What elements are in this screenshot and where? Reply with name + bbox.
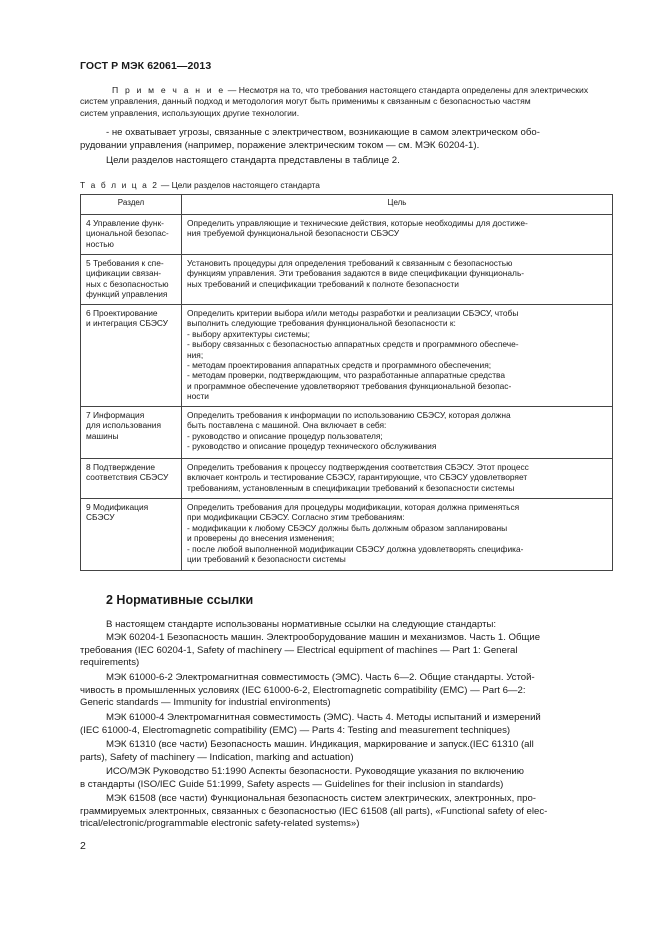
section-cell: 6 Проектирование и интеграция СБЭСУ	[81, 305, 182, 407]
table-caption	[80, 180, 320, 190]
sections-goals-table	[80, 194, 613, 571]
table-row	[81, 255, 613, 305]
scope-line-2: рудовании управления (например, поражение электрическим током — см. МЭК 60204-1).	[80, 139, 480, 151]
page-number: 2	[80, 840, 86, 852]
document-code-header: ГОСТ Р МЭК 62061—2013	[80, 60, 212, 72]
scope-line-1: - не охватывает угрозы, связанные с электричеством, возникающие в самом электрическом обо-	[106, 127, 540, 138]
table-caption-label: Т а б л и ц а 2	[80, 180, 159, 190]
goal-cell: Установить процедуры для определения требований к связанным с безопасностью функциям управления. Эти требования задаются в виде спецификации функциональ- ных требований и спецификации требований к полноте безопасности	[182, 255, 613, 305]
goal-cell: Определить критерии выбора и/или методы разработки и реализации СБЭСУ, чтобы выполнить следующие требования функциональной безопасности к: - выбору архитектуры системы; - выбору связанных с безопасностью аппаратных средств и программного обеспече- ния; - методам проектирования аппаратных средств и программного обеспечения; - методам проверки, подтверждающим, что разработанные аппаратные средства и программное обеспечение удовлетворяют требования функциональной безопас- ности	[182, 305, 613, 407]
section-cell: 8 Подтверждение соответствия СБЭСУ	[81, 459, 182, 499]
table-intro-paragraph: Цели разделов настоящего стандарта представлены в таблице 2.	[106, 155, 400, 166]
reference-item: МЭК 61508 (все части) Функциональная безопасность систем электрических, электронных, про- граммируемых электронных, связанных с безопасностью (IEC 61508 (all parts), «Functional safety of elec- trical/electronic/programmable electronic safety-related systems»)	[80, 793, 548, 830]
table-row	[81, 459, 613, 499]
goal-cell: Определить управляющие и технические действия, которые необходимы для достиже- ния требуемой функциональной безопасности СБЭСУ	[182, 215, 613, 255]
reference-item: МЭК 61310 (все части) Безопасность машин. Индикация, маркирование и запуск.(IEC 61310 (all parts), Safety of machinery — Indication, marking and actuation)	[80, 739, 534, 763]
goal-cell: Определить требования к процессу подтверждения соответствия СБЭСУ. Этот процесс включает контроль и тестирование СБЭСУ, гарантирующие, что СБЭСУ удовлетворяет требованиям, установленным в спецификации требований к безопасности системы	[182, 459, 613, 499]
table-row	[81, 305, 613, 407]
section-cell: 5 Требования к спе- цификации связан- ных с безопасностью функций управления	[81, 255, 182, 305]
note-label: П р и м е ч а н и е	[112, 85, 226, 95]
goal-cell: Определить требования к информации по использованию СБЭСУ, которая должна быть поставлена с машиной. Она включает в себя: - руководство и описание процедур пользователя; - руководство и описание процедур технического обслуживания	[182, 407, 613, 459]
table-row	[81, 499, 613, 571]
section-cell: 9 Модификация СБЭСУ	[81, 499, 182, 571]
scope-item-paragraph	[80, 127, 613, 152]
header-section: Раздел	[81, 195, 182, 215]
note-line-1: П р и м е ч а н и е — Несмотря на то, что требования настоящего стандарта определены для электрических	[112, 85, 589, 95]
note-line-3: систем управления, использующих другие технологии.	[80, 107, 300, 118]
table-header-row	[81, 195, 613, 215]
reference-item: ИСО/МЭК Руководство 51:1990 Аспекты безопасности. Руководящие указания по включению в стандарты (ISO/IEC Guide 51:1999, Safety aspects — Guidelines for their inclusion in standards)	[80, 766, 524, 790]
table-row	[81, 407, 613, 459]
section-intro: В настоящем стандарте использованы нормативные ссылки на следующие стандарты:	[106, 619, 497, 630]
section-title: 2 Нормативные ссылки	[106, 593, 254, 607]
table-row	[81, 215, 613, 255]
header-goal: Цель	[182, 195, 613, 215]
section-cell: 4 Управление функ- циональной безопас- ностью	[81, 215, 182, 255]
note-paragraph	[80, 85, 613, 119]
note-line-2: систем управления, данный подход и методология могут быть применимы к связанным с безопасностью частям	[80, 96, 531, 107]
reference-item: МЭК 61000-4 Электромагнитная совместимость (ЭМС). Часть 4. Методы испытаний и измерений (IEC 61000-4, Electromagnetic compatibility (EMC) — Parts 4: Testing and measurement techniques)	[80, 712, 541, 736]
section-cell: 7 Информация для использования машины	[81, 407, 182, 459]
table-caption-text: — Цели разделов настоящего стандарта	[160, 180, 320, 190]
reference-item: МЭК 60204-1 Безопасность машин. Электрооборудование машин и механизмов. Часть 1. Общие требования (IEC 60204-1, Safety of machinery — Electrical equipment of machines — Part 1: General requirements)	[80, 632, 541, 669]
goal-cell: Определить требования для процедуры модификации, которая должна применяться при модификации СБЭСУ. Согласно этим требованиям: - модификации к любому СБЭСУ должны быть должным образом запланированы и проверены до внесения изменения; - после любой выполненной модификации СБЭСУ должна удовлетворять специфика- ции требований к безопасности системы	[182, 499, 613, 571]
reference-item: МЭК 61000-6-2 Электромагнитная совместимость (ЭМС). Часть 6—2. Общие стандарты. Устой- чивость в промышленных условиях (IEC 61000-6-2, Electromagnetic compatibility (EMC) — Part 6—2: Generic standards — Immunity for industrial environments)	[80, 672, 535, 709]
